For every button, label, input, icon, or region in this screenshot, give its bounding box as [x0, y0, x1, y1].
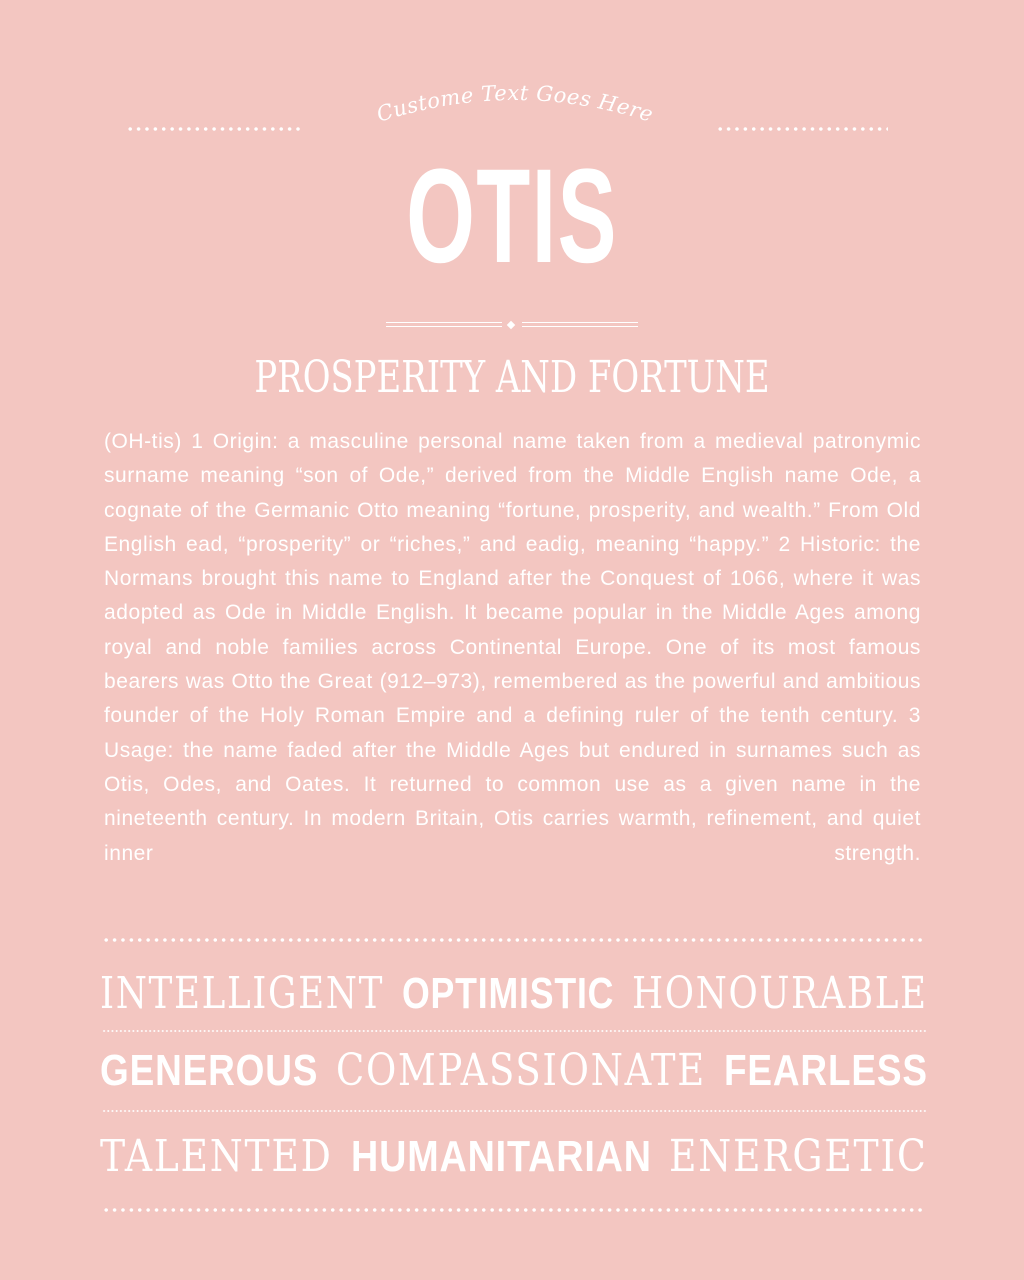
trait-word: COMPASSIONATE [336, 1045, 707, 1096]
name-title: OTIS [406, 142, 618, 291]
trait-word: GENEROUS [100, 1046, 319, 1095]
trait-word: HONOURABLE [632, 968, 928, 1019]
top-left-dotted-rule [126, 127, 300, 131]
traits-bottom-dotted-rule [102, 1208, 926, 1212]
trait-word: OPTIMISTIC [402, 969, 615, 1018]
trait-row-2 [100, 1043, 928, 1099]
custom-text-path: Custome Text Goes Here [373, 80, 657, 127]
trait-separator-rule [102, 1110, 926, 1112]
ornament-divider [386, 320, 638, 332]
name-meaning: PROSPERITY AND FORTUNE [254, 352, 770, 403]
definition-paragraph: (OH-tis) 1 Origin: a masculine personal name taken from a medieval patronymic surname meaning “son of Ode,” derived from the Middle English name Ode, a cognate of the Germanic Otto meaning “fortune, prosperity, and wealth.” From Old English ead, “prosperity” or “riches,” and eadig, meaning “happy.” 2 Historic: the Normans brought this name to England after the Conquest of 1066, where it was adopted as Ode in Middle English. It became popular in the Middle Ages among royal and noble families across Continental Europe. One of its most famous bearers was Otto the Great (912–973), remembered as the powerful and ambitious founder of the Holy Roman Empire and a defining ruler of the tenth century. 3 Usage: the name faded after the Middle Ages but endured in surnames such as Otis, Odes, and Oates. It returned to common use as a given name in the nineteenth century. In modern Britain, Otis carries warmth, refinement, and quiet inner strength. [104, 430, 921, 865]
custom-text-arc [350, 80, 680, 140]
custom-text [374, 81, 656, 127]
diamond-ornament [507, 321, 515, 329]
top-right-dotted-rule [716, 127, 888, 131]
trait-word: ENERGETIC [669, 1131, 928, 1182]
traits-top-dotted-rule [102, 938, 926, 942]
trait-separator-rule [102, 1030, 926, 1032]
trait-row-3 [100, 1129, 928, 1185]
trait-word: INTELLIGENT [100, 968, 385, 1019]
trait-row-1 [100, 966, 928, 1022]
trait-word: TALENTED [100, 1131, 333, 1182]
custom-text-svg [350, 80, 680, 140]
trait-word: HUMANITARIAN [350, 1132, 652, 1181]
trait-word: FEARLESS [724, 1046, 928, 1095]
